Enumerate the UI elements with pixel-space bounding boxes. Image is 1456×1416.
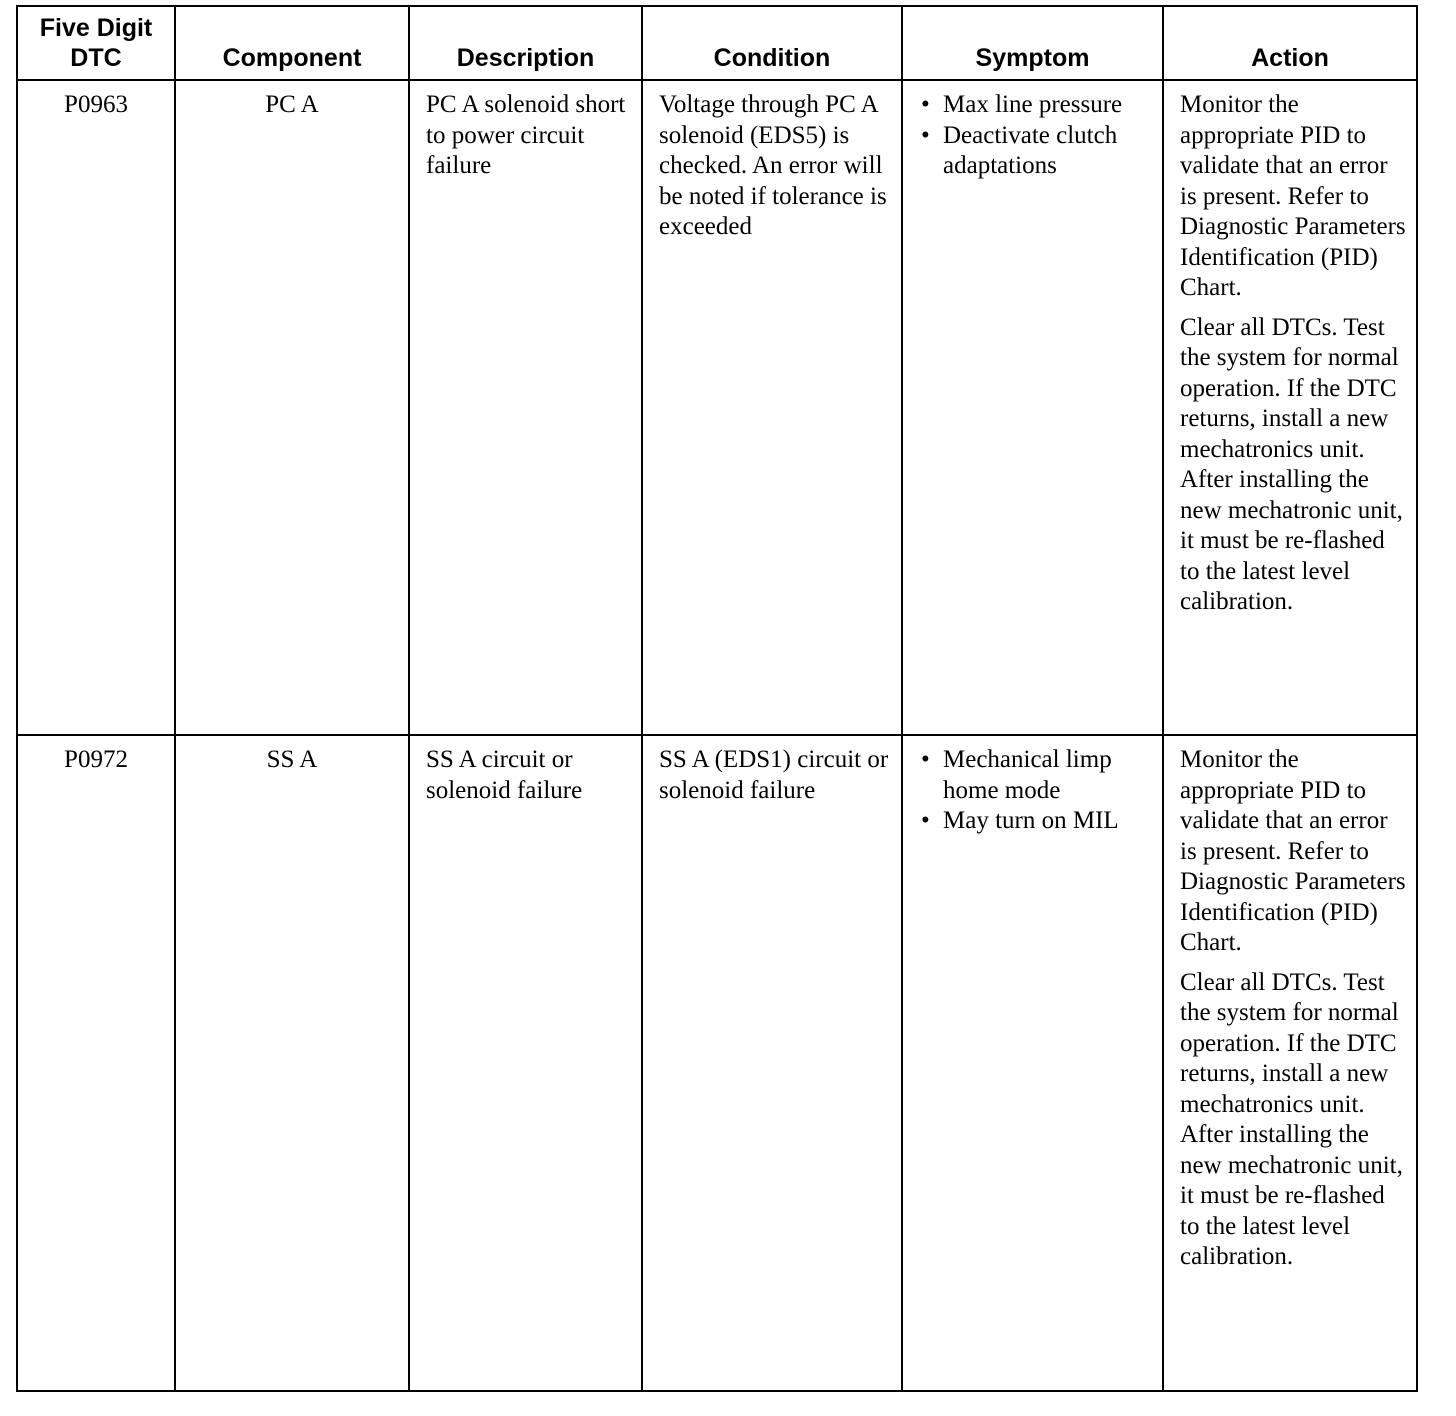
symptom-cell bbox=[902, 735, 1163, 1391]
description-cell: SS A circuit or solenoid failure bbox=[409, 735, 642, 1391]
header-component: Component bbox=[175, 6, 409, 80]
table-row bbox=[17, 735, 1417, 1391]
dtc-code: P0963 bbox=[17, 80, 175, 735]
dtc-code: P0972 bbox=[17, 735, 175, 1391]
action-paragraph: Monitor the appropriate PID to validate that an error is present. Refer to Diagnostic Parameters Identification (PID) Chart. bbox=[1180, 91, 1406, 301]
symptom-item bbox=[919, 806, 1152, 837]
symptom-list bbox=[919, 90, 1152, 182]
symptom-text: May turn on MIL bbox=[943, 807, 1119, 834]
header-condition: Condition bbox=[642, 6, 902, 80]
action-paragraph: Clear all DTCs. Test the system for normal operation. If the DTC returns, install a new mechatronics unit. After installing the new mechatronic unit, it must be re-flashed to the latest level calibration. bbox=[1180, 968, 1403, 1270]
symptom-text: Max line pressure bbox=[943, 91, 1123, 118]
table-row bbox=[17, 80, 1417, 735]
description-cell: PC A solenoid short to power circuit failure bbox=[409, 80, 642, 735]
component-cell: PC A bbox=[175, 80, 409, 735]
action-paragraph: Monitor the appropriate PID to validate that an error is present. Refer to Diagnostic Parameters Identification (PID) Chart. bbox=[1180, 746, 1406, 956]
dtc-table bbox=[16, 5, 1418, 1392]
header-description: Description bbox=[409, 6, 642, 80]
symptom-item bbox=[919, 90, 1152, 121]
header-action: Action bbox=[1163, 6, 1417, 80]
symptom-item bbox=[919, 745, 1152, 806]
bullet-icon: • bbox=[921, 91, 930, 118]
symptom-text: Mechanical limp home mode bbox=[943, 746, 1112, 804]
condition-cell: SS A (EDS1) circuit or solenoid failure bbox=[642, 735, 902, 1391]
bullet-icon: • bbox=[921, 746, 930, 773]
bullet-icon: • bbox=[921, 121, 930, 149]
header-dtc: Five Digit DTC bbox=[17, 6, 175, 80]
action-paragraph: Clear all DTCs. Test the system for normal operation. If the DTC returns, install a new mechatronics unit. After installing the new mechatronic unit, it must be re-flashed to the latest level calibration. bbox=[1180, 313, 1403, 615]
symptom-list bbox=[919, 745, 1152, 837]
action-cell bbox=[1163, 735, 1417, 1391]
symptom-cell bbox=[902, 80, 1163, 735]
symptom-text: Deactivate clutch adaptations bbox=[943, 121, 1118, 179]
condition-cell: Voltage through PC A solenoid (EDS5) is checked. An error will be noted if tolerance is exceeded bbox=[642, 80, 902, 735]
symptom-item bbox=[919, 121, 1152, 182]
bullet-icon: • bbox=[921, 807, 930, 834]
header-symptom: Symptom bbox=[902, 6, 1163, 80]
table-header-row bbox=[17, 6, 1417, 80]
component-cell: SS A bbox=[175, 735, 409, 1391]
action-cell bbox=[1163, 80, 1417, 735]
